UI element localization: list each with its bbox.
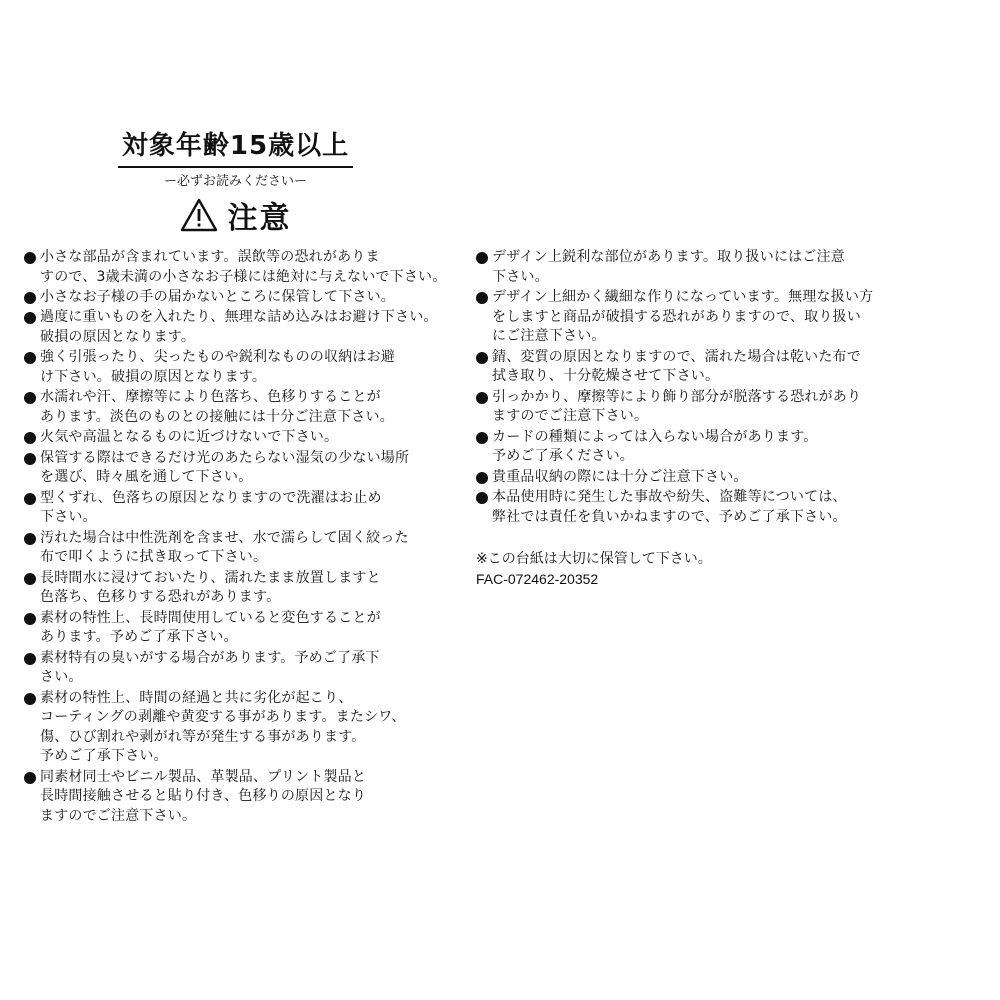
bullet-icon	[24, 493, 36, 505]
list-item: デザイン上鋭利な部位があります。取り扱いにはご注意 下さい。	[476, 248, 916, 287]
bullet-icon	[476, 472, 488, 484]
bullet-icon	[476, 352, 488, 364]
list-item: 強く引張ったり、尖ったものや鋭利なものの収納はお避 け下さい。破損の原因となります。	[24, 348, 456, 387]
caution-list-right	[476, 248, 916, 589]
keep-card-note: ※この台紙は大切に保管して下さい。	[476, 551, 712, 568]
bullet-icon	[24, 312, 36, 324]
bullet-icon	[24, 573, 36, 585]
product-code: FAC-072462-20352	[476, 570, 599, 587]
bullet-icon	[24, 453, 36, 465]
warning-triangle-icon	[180, 198, 218, 232]
list-item: 型くずれ、色落ちの原因となりますので洗濯はお止め 下さい。	[24, 489, 456, 528]
bullet-icon	[476, 292, 488, 304]
bullet-icon	[24, 352, 36, 364]
caution-title: 注意	[227, 201, 292, 236]
list-item: 火気や高温となるものに近づけないで下さい。	[24, 428, 456, 448]
bullet-icon	[24, 693, 36, 705]
bullet-icon	[24, 613, 36, 625]
age-restriction-title: 対象年齢15歳以上	[118, 128, 353, 168]
list-item: 素材の特性上、長時間使用していると変色することが あります。予めご了承下さい。	[24, 609, 456, 648]
bullet-icon	[24, 252, 36, 264]
list-item: 本品使用時に発生した事故や紛失、盗難等については、 弊社では責任を負いかねますので、予めご了承下さい。	[476, 488, 916, 527]
bullet-icon	[476, 252, 488, 264]
list-item: 素材特有の臭いがする場合があります。予めご了承下 さい。	[24, 649, 456, 688]
list-item: 錆、変質の原因となりますので、濡れた場合は乾いた布で 拭き取り、十分乾燥させて下さい。	[476, 348, 916, 387]
list-item: 汚れた場合は中性洗剤を含ませ、水で濡らして固く絞った 布で叩くように拭き取って下さい。	[24, 529, 456, 568]
caution-list-left	[24, 248, 456, 827]
list-item: 引っかかり、摩擦等により飾り部分が脱落する恐れがあり ますのでご注意下さい。	[476, 388, 916, 427]
list-item: 長時間水に浸けておいたり、濡れたまま放置しますと 色落ち、色移りする恐れがあります。	[24, 569, 456, 608]
list-item: 貴重品収納の際には十分ご注意下さい。	[476, 468, 916, 488]
list-item: 小さな部品が含まれています。誤飲等の恐れがありま すので、3歳未満の小さなお子様には絶対に与えないで下さい。	[24, 248, 456, 287]
bullet-icon	[24, 432, 36, 444]
list-item: 小さなお子様の手の届かないところに保管して下さい。	[24, 288, 456, 308]
bullet-icon	[24, 392, 36, 404]
bullet-icon	[476, 432, 488, 444]
bullet-icon	[24, 292, 36, 304]
caution-heading	[118, 195, 353, 235]
header	[118, 128, 353, 235]
bullet-icon	[24, 772, 36, 784]
list-item: 保管する際はできるだけ光のあたらない湿気の少ない場所 を選び、時々風を通して下さい。	[24, 449, 456, 488]
bullet-icon	[476, 492, 488, 504]
bullet-icon	[24, 653, 36, 665]
read-notice: ー必ずお読みくださいー	[163, 174, 307, 189]
list-item: 同素材同士やビニル製品、革製品、プリント製品と 長時間接触させると貼り付き、色移りの原因となり ますのでご注意下さい。	[24, 768, 456, 827]
list-item: 水濡れや汗、摩擦等により色落ち、色移りすることが あります。淡色のものとの接触には十分ご注意下さい。	[24, 388, 456, 427]
list-item: デザイン上細かく繊細な作りになっています。無理な扱い方 をしますと商品が破損する恐れがありますので、取り扱い にご注意下さい。	[476, 288, 916, 347]
bullet-icon	[24, 533, 36, 545]
list-item: 過度に重いものを入れたり、無理な詰め込みはお避け下さい。 破損の原因となります。	[24, 308, 456, 347]
bullet-icon	[476, 392, 488, 404]
list-item: カードの種類によっては入らない場合があります。 予めご了承ください。	[476, 428, 916, 467]
list-item: 素材の特性上、時間の経過と共に劣化が起こり、 コーティングの剥離や黄変する事があります。またシワ、 傷、ひび割れや剥がれ等が発生する事があります。 予めご了承下さい。	[24, 689, 456, 767]
